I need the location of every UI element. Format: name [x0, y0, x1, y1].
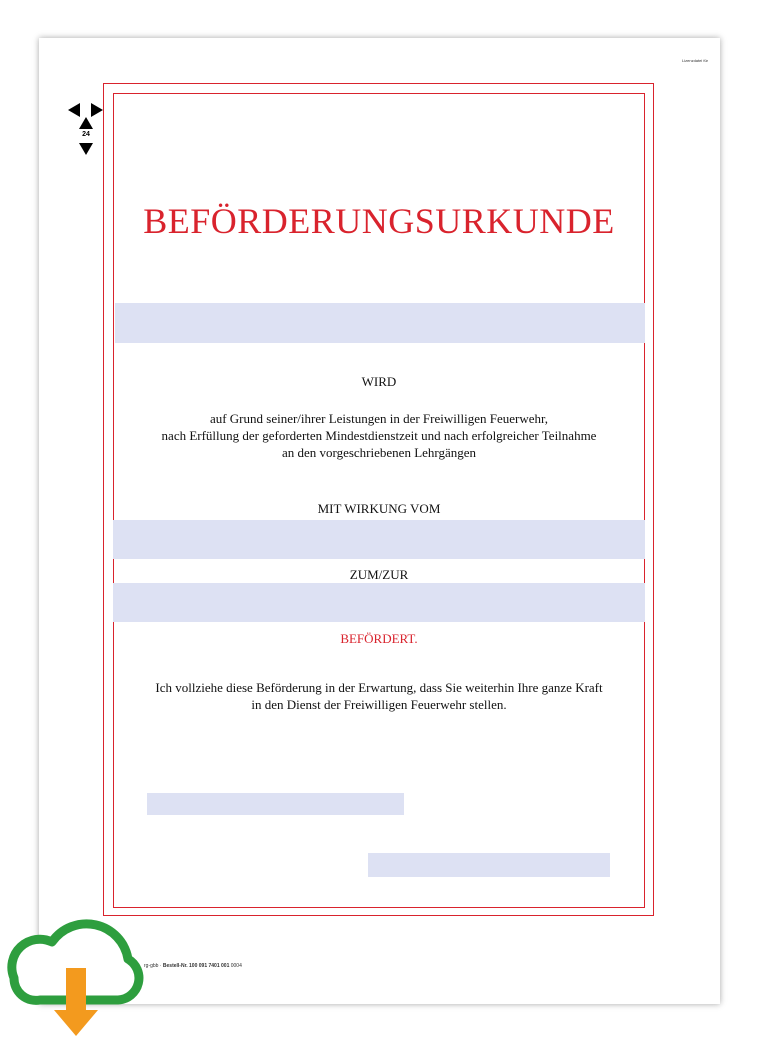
date-field[interactable]: [113, 520, 645, 559]
closing-line: in den Dienst der Freiwilligen Feuerwehr stellen.: [251, 697, 507, 712]
order-number: [144, 963, 242, 969]
license-note: Lizenzdatei für: [682, 58, 709, 63]
up-arrow-icon: [79, 117, 93, 129]
left-arrow-icon: [68, 103, 80, 117]
crop-mark-number: 24: [82, 131, 90, 138]
body-line: auf Grund seiner/ihrer Leistungen in der Freiwilligen Feuerwehr,: [209, 411, 549, 426]
closing-line: Ich vollziehe diese Beförderung in der Erwartung, dass Sie weiterhin Ihre ganze Kraft: [155, 680, 603, 695]
closing-text: [113, 679, 645, 713]
place-date-field[interactable]: [147, 793, 404, 815]
body-line: nach Erfüllung der geforderten Mindestdienstzeit und nach erfolgreicher Teilnahme: [161, 428, 597, 443]
promoted-text: BEFÖRDERT.: [340, 631, 418, 646]
cloud-download-icon[interactable]: [0, 912, 150, 1042]
body-text: [113, 410, 645, 461]
certificate-title: BEFÖRDERUNGSURKUNDE: [143, 201, 615, 241]
right-arrow-icon: [91, 103, 103, 117]
body-line: an den vorgeschriebenen Lehrgängen: [281, 445, 477, 460]
name-field[interactable]: [115, 303, 645, 343]
footer-suffix: 0004: [230, 963, 242, 969]
wird-text: WIRD: [361, 374, 397, 389]
signature-field[interactable]: [368, 853, 610, 877]
rank-field[interactable]: [113, 583, 645, 622]
down-arrow-icon: [79, 143, 93, 155]
effective-date-label: MIT WIRKUNG VOM: [317, 501, 441, 516]
crop-marks: [68, 100, 104, 158]
rank-label: ZUM/ZUR: [349, 567, 409, 582]
footer-prefix: rg-gbb ·: [144, 963, 162, 969]
footer-order: Bestell-Nr. 100 091 7401 001: [162, 963, 230, 969]
